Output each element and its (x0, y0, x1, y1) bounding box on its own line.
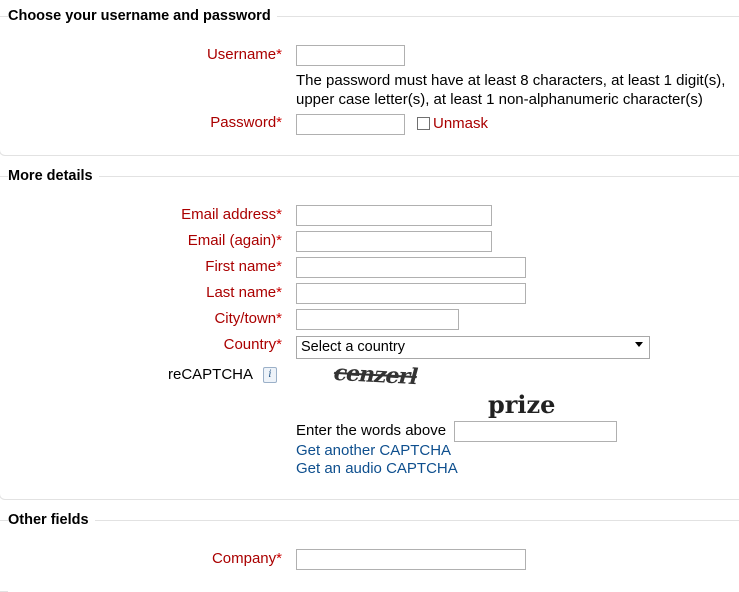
captcha-image (332, 360, 562, 420)
lastname-input[interactable] (296, 283, 526, 304)
unmask-label[interactable]: Unmask (433, 115, 489, 132)
lastname-label: Last name* (206, 284, 282, 301)
password-policy-text: The password must have at least 8 characters, at least 1 digit(s), upper case letter(s), at least 1 non-alphanumeric character(s) (296, 72, 726, 108)
email-input[interactable] (296, 205, 492, 226)
captcha-word-2: prize (488, 390, 556, 419)
info-icon[interactable]: i (263, 367, 277, 383)
get-another-captcha-link[interactable]: Get another CAPTCHA (296, 442, 452, 459)
password-label: Password* (210, 114, 282, 131)
unmask-checkbox[interactable] (417, 117, 430, 130)
legend-account: Choose your username and password (8, 8, 277, 24)
country-select[interactable] (296, 336, 650, 359)
get-audio-captcha-link[interactable]: Get an audio CAPTCHA (296, 460, 458, 477)
firstname-label: First name* (205, 258, 282, 275)
captcha-word-1: cenzerl (330, 359, 421, 391)
captcha-input[interactable] (454, 421, 617, 442)
country-label: Country* (223, 336, 282, 353)
legend-details: More details (8, 168, 99, 184)
chevron-down-icon (635, 342, 643, 347)
username-label: Username* (206, 46, 282, 63)
email-label: Email address* (181, 206, 282, 223)
city-input[interactable] (296, 309, 459, 330)
legend-other: Other fields (8, 512, 95, 528)
recaptcha-label: reCAPTCHA (168, 366, 254, 383)
company-label: Company* (211, 550, 282, 567)
email-again-input[interactable] (296, 231, 492, 252)
company-input[interactable] (296, 549, 526, 570)
captcha-enter-label: Enter the words above (296, 422, 447, 439)
city-label: City/town* (214, 310, 282, 327)
username-input[interactable] (296, 45, 405, 66)
country-select-value: Select a country (301, 339, 405, 355)
firstname-input[interactable] (296, 257, 526, 278)
email-again-label: Email (again)* (187, 232, 282, 249)
password-input[interactable] (296, 114, 405, 135)
